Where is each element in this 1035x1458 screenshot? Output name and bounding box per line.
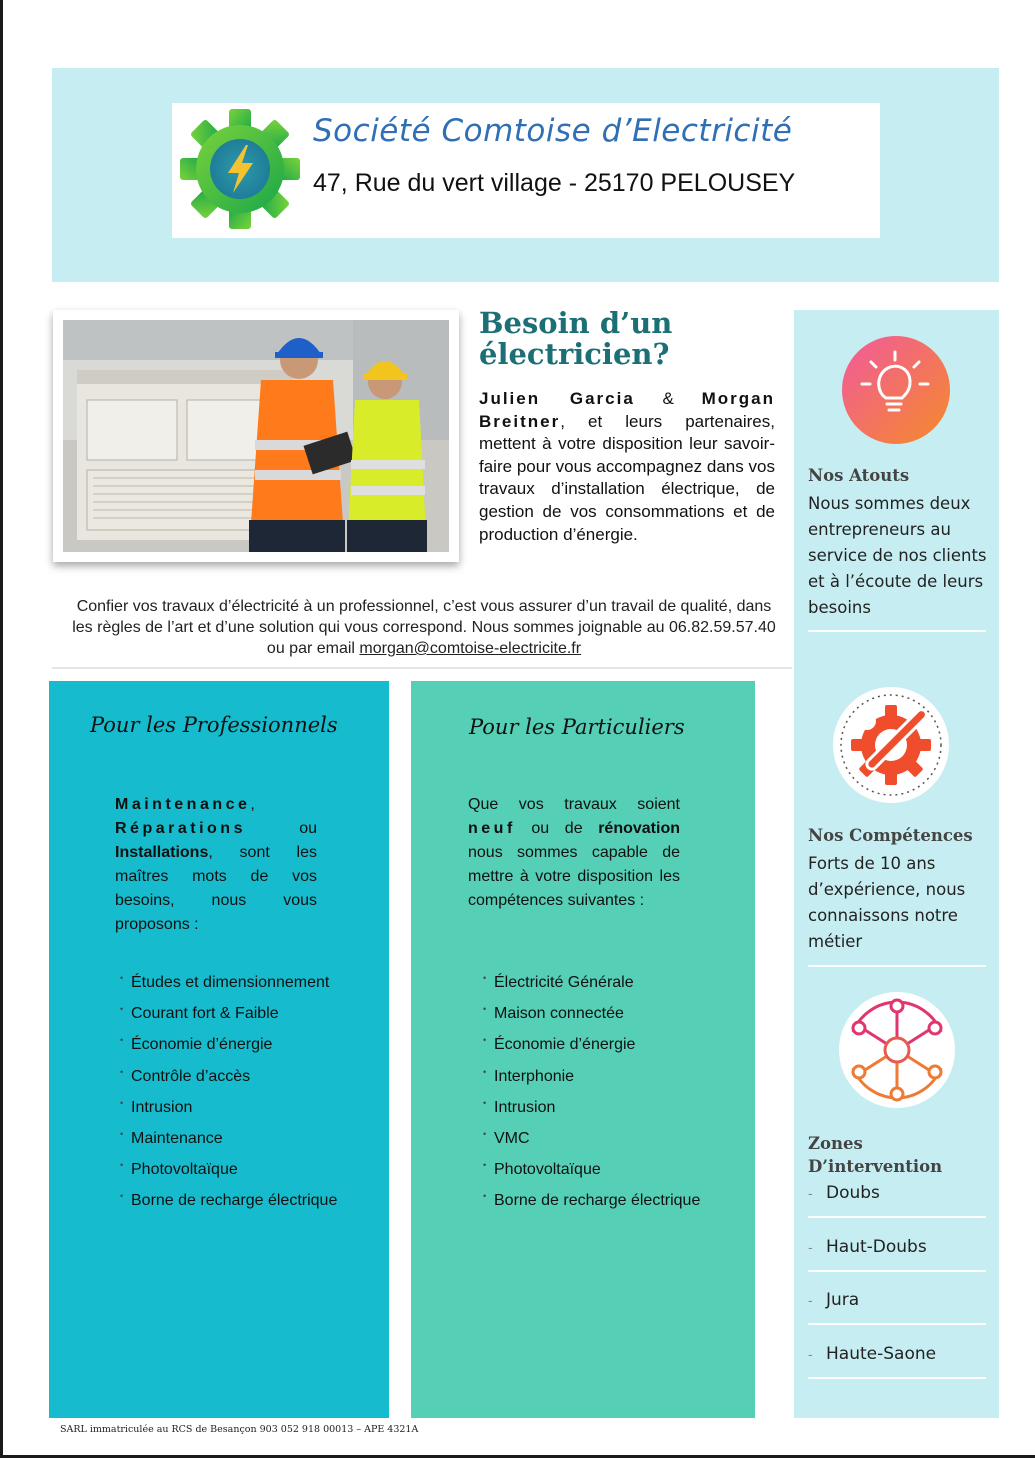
- description-part: ou de: [515, 820, 599, 837]
- description-part: Que vos travaux soient: [468, 796, 680, 813]
- list-item-label: Photovoltaïque: [131, 1161, 238, 1179]
- photo-frame: [53, 310, 459, 562]
- list-item-label: Intrusion: [494, 1098, 556, 1116]
- competences-heading: Nos Compétences: [808, 826, 973, 845]
- atouts-text: Nous sommes deux entrepreneurs au service de nos clients et à l’écoute de leurs besoins: [808, 494, 987, 617]
- list-item-label: Borne de recharge électrique: [131, 1192, 338, 1210]
- dash-icon: -: [808, 1348, 813, 1363]
- bullet-icon: •: [120, 1160, 124, 1171]
- list-item: [483, 1096, 700, 1127]
- zone-item-haut-doubs: [808, 1235, 986, 1261]
- sidebar-divider: [808, 1270, 986, 1272]
- bullet-icon: •: [483, 1004, 487, 1015]
- description-part: nous sommes capable de mettre à votre disposition les compétences suivantes :: [468, 844, 680, 909]
- zone-label: Doubs: [826, 1183, 880, 1203]
- professionals-panel: [49, 681, 389, 1418]
- sidebar-divider: [808, 1323, 986, 1325]
- intro-paragraph-rest: , et leurs partenaires, mettent à votre disposition leur savoir-faire pour vous accompagnez dans vos travaux d’installation électrique, de gestion de vos consommations et de production d’énergie.: [479, 411, 775, 544]
- bullet-icon: •: [120, 1128, 124, 1139]
- bullet-icon: •: [120, 1004, 124, 1015]
- separator: ou: [245, 820, 317, 837]
- zone-label: Haut-Doubs: [826, 1237, 927, 1257]
- bullet-icon: •: [120, 973, 124, 983]
- list-item: [483, 1002, 700, 1033]
- zone-label: Jura: [826, 1290, 860, 1310]
- list-item-label: Maintenance: [131, 1129, 223, 1147]
- bullet-icon: •: [483, 1128, 487, 1139]
- keyword-reparations: Réparations: [115, 820, 246, 837]
- professionals-description-rest: , sont les maîtres mots de vos besoins, nous vous proposons :: [115, 844, 317, 933]
- list-item-label: Études et dimensionnement: [131, 974, 330, 991]
- bullet-icon: •: [483, 1160, 487, 1171]
- lightbulb-icon: [840, 334, 952, 446]
- zone-item-haute-saone: [808, 1342, 986, 1368]
- bullet-icon: •: [483, 1191, 487, 1202]
- list-item: [120, 1189, 337, 1220]
- bullet-icon: •: [120, 1066, 124, 1077]
- professionals-title: Pour les Professionnels: [90, 713, 338, 737]
- network-hub-icon: [837, 990, 957, 1110]
- atouts-heading: Nos Atouts: [808, 466, 910, 485]
- sidebar-divider: [808, 1216, 986, 1218]
- individuals-panel: [411, 681, 755, 1418]
- professionals-description: [115, 793, 317, 937]
- list-item: [120, 1033, 337, 1064]
- list-item: [120, 1127, 337, 1158]
- list-item: [483, 1033, 700, 1064]
- zone-label: Haute-Saone: [826, 1344, 937, 1364]
- individuals-services-list: [483, 971, 700, 1221]
- bullet-icon: •: [120, 1191, 124, 1202]
- zones-heading: Zones D’intervention: [808, 1134, 943, 1176]
- zone-item-jura: [808, 1288, 986, 1314]
- contact-paragraph: [70, 596, 778, 659]
- contact-text: Confier vos travaux d’électricité à un professionnel, c’est vous assurer d’un travail de qualité, dans les règles de l’art et d’une solution qui vous correspond. Nous sommes joignable au 06.82.59.57.40 ou par email: [72, 598, 776, 657]
- list-item: [483, 1065, 700, 1096]
- sidebar: [794, 310, 999, 1418]
- list-item: [483, 1127, 700, 1158]
- sidebar-divider: [808, 965, 986, 967]
- dash-icon: -: [808, 1241, 813, 1256]
- bullet-icon: •: [483, 973, 487, 983]
- list-item-label: Électricité Générale: [494, 974, 634, 991]
- list-item-label: Maison connectée: [494, 1005, 624, 1023]
- sidebar-divider: [808, 1377, 986, 1379]
- electricians-photo: [63, 320, 449, 552]
- keyword-maintenance: Maintenance: [115, 796, 251, 813]
- bullet-icon: •: [483, 1035, 487, 1046]
- list-item-label: VMC: [494, 1129, 530, 1147]
- keyword-neuf: neuf: [468, 820, 516, 837]
- list-item: [483, 1189, 700, 1220]
- list-item-label: Contrôle d’accès: [131, 1067, 251, 1085]
- bullet-icon: •: [483, 1066, 487, 1077]
- professionals-services-list: [120, 971, 337, 1221]
- individuals-description: [468, 793, 680, 913]
- partner-name-julien: Julien Garcia: [479, 389, 635, 408]
- individuals-title: Pour les Particuliers: [469, 715, 685, 739]
- competences-text: Forts de 10 ans d’expérience, nous connaissons notre métier: [808, 854, 966, 951]
- name-separator: &: [634, 389, 702, 408]
- page-edge-left: [0, 0, 3, 1458]
- partner-name-morgan: Morgan Breitner: [479, 389, 775, 431]
- gear-lightning-logo-icon: [178, 107, 302, 231]
- keyword-renovation: rénovation: [598, 820, 680, 837]
- separator: ,: [250, 796, 255, 813]
- email-link[interactable]: morgan@comtoise-electricite.fr: [359, 640, 582, 657]
- company-address: 47, Rue du vert village - 25170 PELOUSEY: [313, 169, 796, 197]
- list-item-label: Photovoltaïque: [494, 1161, 601, 1179]
- list-item: [483, 971, 700, 1002]
- list-item: [120, 1096, 337, 1127]
- legal-footer: SARL immatriculée au RCS de Besançon 903 052 918 00013 – APE 4321A: [60, 1424, 419, 1435]
- list-item: [120, 1065, 337, 1096]
- sidebar-divider: [808, 630, 986, 632]
- list-item-label: Borne de recharge électrique: [494, 1192, 701, 1210]
- dash-icon: -: [808, 1294, 813, 1309]
- list-item-label: Économie d’énergie: [131, 1036, 273, 1054]
- dash-icon: -: [808, 1187, 813, 1202]
- list-item: [483, 1158, 700, 1189]
- zone-item-doubs: [808, 1181, 986, 1207]
- company-logo-banner: [172, 103, 880, 238]
- gear-wrench-icon: [830, 684, 952, 806]
- intro-title: Besoin d’un électricien?: [479, 306, 673, 371]
- section-divider: [52, 667, 792, 669]
- keyword-installations: Installations: [115, 844, 209, 861]
- list-item: [120, 1158, 337, 1189]
- bullet-icon: •: [120, 1035, 124, 1046]
- bullet-icon: •: [483, 1097, 487, 1108]
- list-item-label: Intrusion: [131, 1098, 193, 1116]
- list-item: [120, 971, 337, 1002]
- list-item: [120, 1002, 337, 1033]
- bullet-icon: •: [120, 1097, 124, 1108]
- list-item-label: Courant fort & Faible: [131, 1005, 279, 1023]
- list-item-label: Interphonie: [494, 1067, 575, 1085]
- intro-paragraph: [479, 388, 775, 546]
- company-name: Société Comtoise d’Electricité: [313, 113, 793, 149]
- list-item-label: Économie d’énergie: [494, 1036, 636, 1054]
